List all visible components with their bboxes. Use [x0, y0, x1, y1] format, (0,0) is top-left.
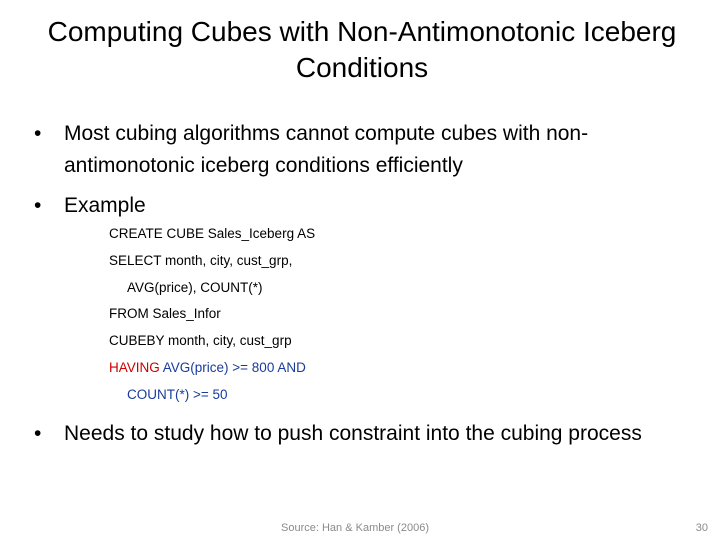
bullet-item-push-constraint [34, 418, 694, 450]
code-line-having [109, 360, 529, 387]
footer-source: Source: Han & Kamber (2006) [281, 522, 429, 534]
bullet-text: Most cubing algorithms cannot compute cubes with non-antimonotonic iceberg conditions efficiently [64, 122, 589, 177]
code-line: CREATE CUBE Sales_Iceberg AS [109, 226, 316, 241]
bullet-point-icon: • [34, 122, 42, 145]
code-line-having-continuation: COUNT(*) >= 50 [127, 386, 228, 402]
slide-title: Computing Cubes with Non-Antimonotonic Iceberg Conditions [47, 16, 677, 83]
code-line: AVG(price), COUNT(*) [127, 279, 263, 295]
bullet-point-icon: • [34, 422, 42, 445]
having-condition: AVG(price) >= 800 AND [159, 359, 306, 375]
having-keyword: HAVING [109, 359, 160, 375]
code-line: FROM Sales_Infor [109, 306, 221, 322]
bullet-item-example [34, 190, 694, 222]
bullet-text: Example [64, 194, 146, 217]
page-number: 30 [695, 522, 708, 534]
code-line: SELECT month, city, cust_grp, [109, 252, 293, 268]
sql-code-block [109, 226, 529, 414]
bullet-text: Needs to study how to push constraint into the cubing process [64, 422, 642, 445]
code-line: CUBEBY month, city, cust_grp [109, 333, 292, 349]
bullet-point-icon: • [34, 194, 42, 217]
bullet-item-cubing-algorithms [34, 118, 694, 182]
